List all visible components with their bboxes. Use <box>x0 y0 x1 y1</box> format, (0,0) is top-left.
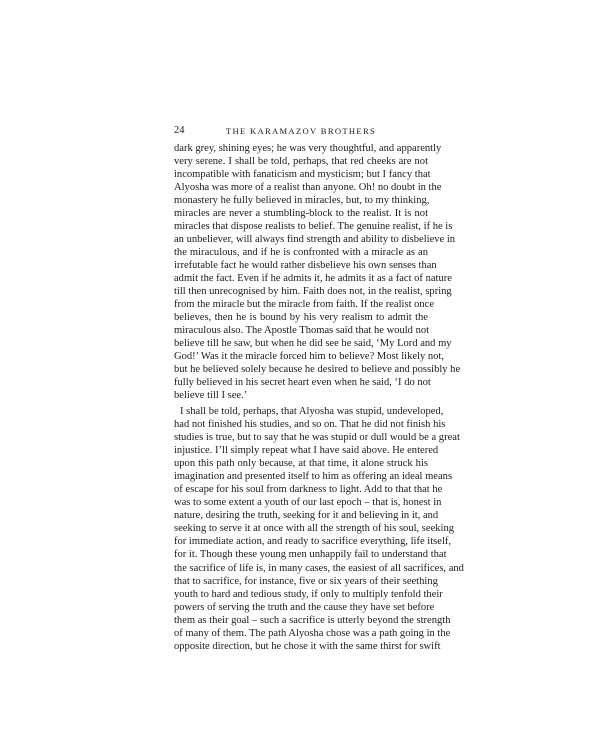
paragraph-2-line: nature, desiring the truth, seeking for it and believing in it, and <box>174 510 439 522</box>
paragraph-1-line: very serene. I shall be told, perhaps, that red cheeks are not <box>174 156 428 168</box>
paragraph-1-line: the miraculous, and if he is confronted with a miracle as an <box>174 247 428 259</box>
paragraph-1-line: an unbeliever, will always find strength and ability to disbelieve in <box>174 234 456 246</box>
paragraph-2-line: studies is true, but to say that he was stupid or dull would be a great <box>174 432 460 444</box>
paragraph-1-line: monastery he fully believed in miracles, but, to my thinking, <box>174 195 430 207</box>
paragraph-2-line: of escape for his soul from darkness to light. Add to that that he <box>174 484 443 496</box>
running-head <box>174 124 428 138</box>
paragraph-2-line: that to sacrifice, for instance, five or six years of their seething <box>174 575 438 587</box>
paragraph-1-line: admit the fact. Even if he admits it, he admits it as a fact of nature <box>174 273 452 285</box>
paragraph-1-line: believes, then he is bound by his very realism to admit the <box>174 312 428 324</box>
paragraph-2-line: seeking to serve it at once with all the strength of his soul, seeking <box>174 523 455 535</box>
paragraph-2-line: injustice. I’ll simply repeat what I have said above. He entered <box>174 445 439 457</box>
paragraph-1-line: believe till he saw, but when he did see he said, ‘My Lord and my <box>174 338 452 350</box>
paragraph-2-line: for it. Though these young men unhappily fail to understand that <box>174 549 447 561</box>
paragraph-1-line: miracles that dispose realists to belief. The genuine realist, if he is <box>174 221 453 233</box>
paragraph-1-line: but he believed solely because he desired to believe and possibly he <box>174 364 461 376</box>
paragraph-2-line: powers of serving the truth and the cause they have set before <box>174 601 435 613</box>
paragraph-1-line: dark grey, shining eyes; he was very thoughtful, and apparently <box>174 143 442 154</box>
paragraph-2-line: for immediate action, and ready to sacrifice everything, life itself, <box>174 536 452 548</box>
paragraph-2-line: opposite direction, but he chose it with the same thirst for swift <box>174 640 441 652</box>
paragraph-2-line: had not finished his studies, and so on. That he did not finish his <box>174 419 446 431</box>
paragraph-1-line: miracles are never a stumbling-block to the realist. It is not <box>174 208 428 220</box>
page-number: 24 <box>174 125 185 136</box>
paragraph-1-line: God!’ Was it the miracle forced him to believe? Most likely not, <box>174 351 444 363</box>
paragraph-1-line: miraculous also. The Apostle Thomas said that he would not <box>174 325 430 337</box>
paragraph-2-line: them as their goal – such a sacrifice is utterly beyond the strength <box>174 614 451 626</box>
paragraph-1-line: irrefutable fact he would rather disbelieve his own senses than <box>174 260 437 272</box>
paragraph-2-line: was to some extent a youth of our last epoch – that is, honest in <box>174 497 442 509</box>
paragraph-1-line: till then unrecognised by him. Faith does not, in the realist, spring <box>174 286 452 298</box>
paragraph-2-line: of many of them. The path Alyosha chose was a path going in the <box>174 627 451 639</box>
paragraph-2-line: I shall be told, perhaps, that Alyosha was stupid, undeveloped, <box>180 406 444 418</box>
paragraph-1-line: from the miracle but the miracle from faith. If the realist once <box>174 299 435 311</box>
paragraph-1-line: Alyosha was more of a realist than anyone. Oh! no doubt in the <box>174 182 442 194</box>
paragraph-1-line: incompatible with fanaticism and mysticism; but I fancy that <box>174 169 431 181</box>
paragraph-2-line: youth to hard and tedious study, if only to multiply tenfold their <box>174 588 443 600</box>
running-title: THE KARAMAZOV BROTHERS <box>225 126 377 136</box>
paragraph-2-line: the sacrifice of life is, in many cases, the easiest of all sacrifices, and <box>174 562 464 574</box>
body-text <box>174 142 464 653</box>
paragraph-2-line: upon this path only because, at that time, it alone struck his <box>174 458 428 470</box>
paragraph-1-line: fully believed in his secret heart even when he said, ‘I do not <box>174 377 431 389</box>
paragraph-2-line: imagination and presented itself to him as offering an ideal means <box>174 471 453 483</box>
paragraph-1-line: believe till I see.’ <box>174 390 248 402</box>
